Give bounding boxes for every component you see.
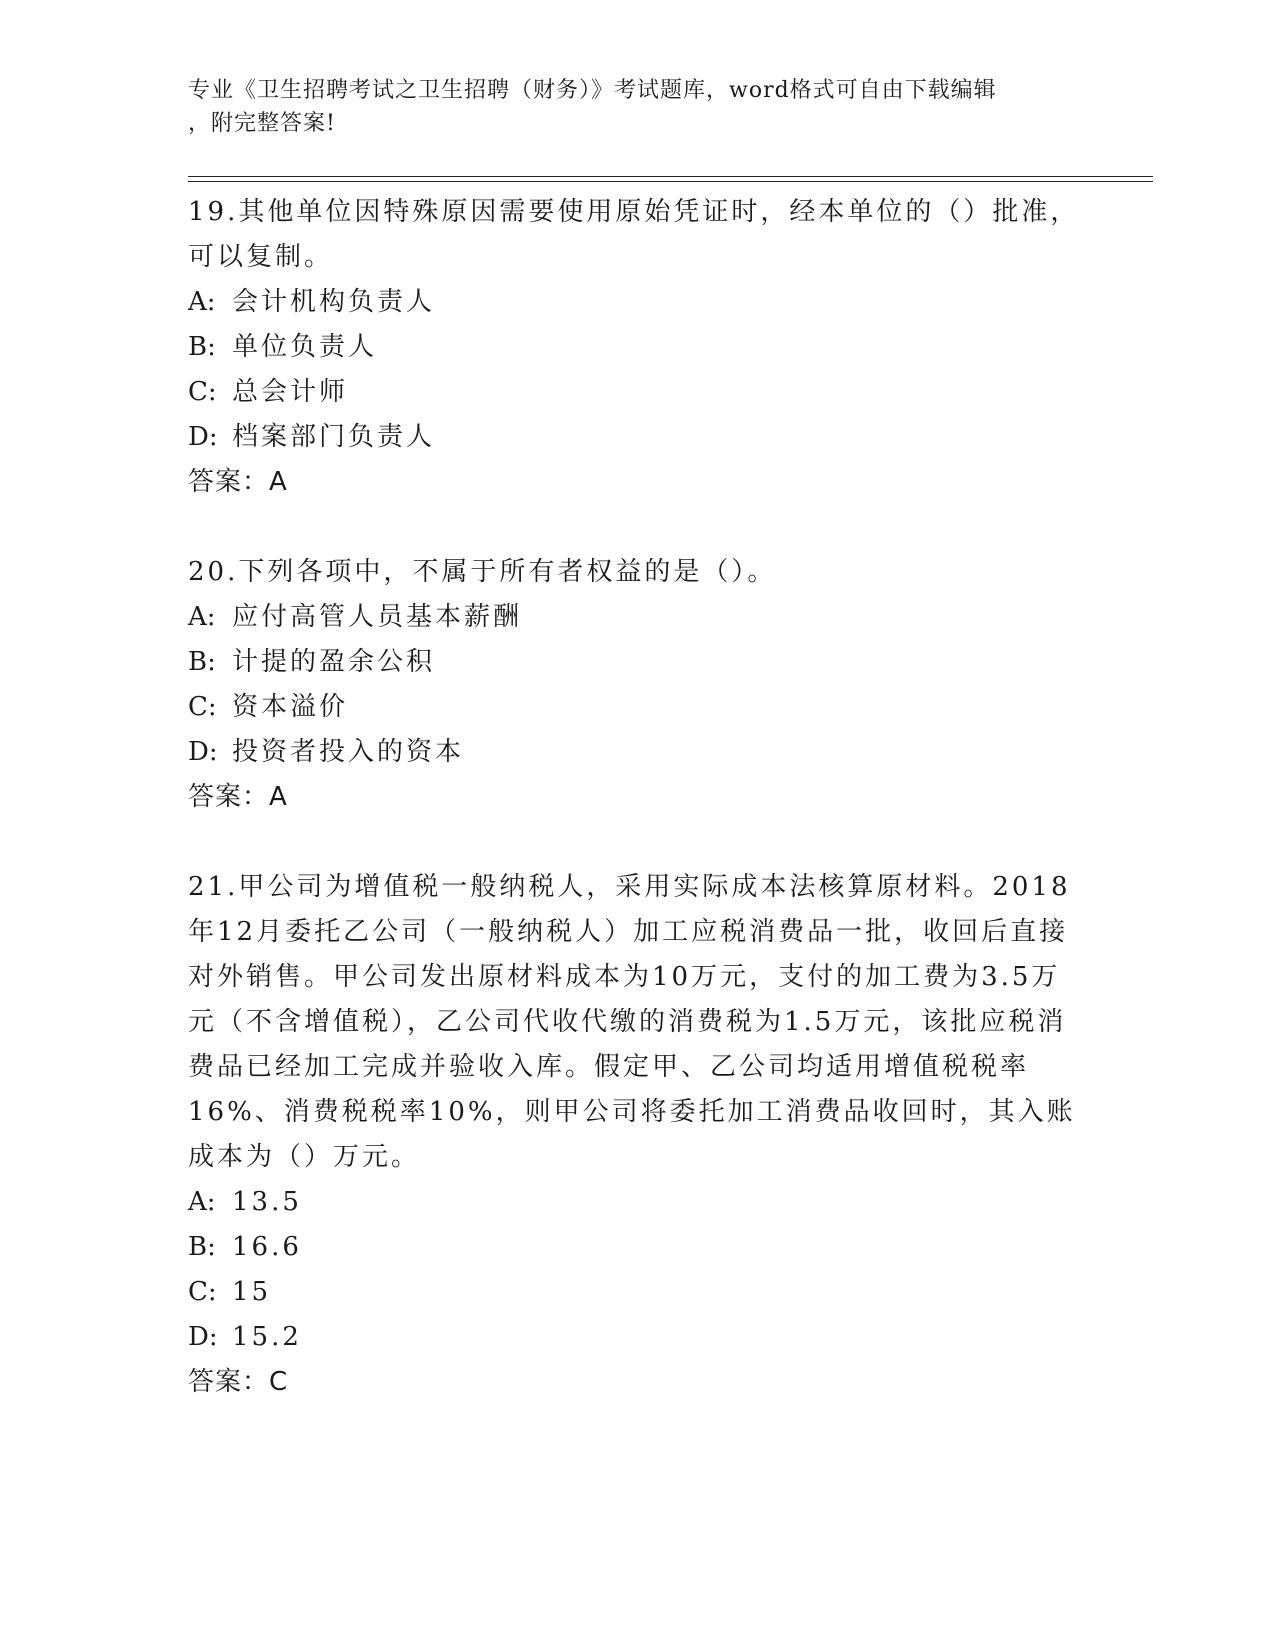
option-key: D: <box>188 1322 218 1352</box>
option-text: 计提的盈余公积 <box>232 647 436 677</box>
option-text: 档案部门负责人 <box>232 422 436 452</box>
option-key: B: <box>188 332 216 362</box>
option-a <box>188 595 1088 640</box>
option-a <box>188 1180 1088 1225</box>
option-text: 应付高管人员基本薪酬 <box>232 602 523 632</box>
option-text: 16.6 <box>232 1232 302 1262</box>
answer-label: 答案：A <box>188 782 288 812</box>
question-stem: 20.下列各项中，不属于所有者权益的是（）。 <box>188 557 777 587</box>
option-key: D: <box>188 737 218 767</box>
option-key: C: <box>188 692 217 722</box>
question-list <box>188 190 1088 1450</box>
question-21 <box>188 865 1088 1405</box>
question-stem: 21.甲公司为增值税一般纳税人，采用实际成本法核算原材料。2018年12月委托乙公司（一般纳税人）加工应税消费品一批，收回后直接对外销售。甲公司发出原材料成本为10万元，支付的加工费为3.5万元（不含增值税），乙公司代收代缴的消费税为1.5万元，该批应税消费品已经加工完成并验收入库。假定甲、乙公司均适用增值税税率16%、消费税税率10%，则甲公司将委托加工消费品收回时，其入账成本为（）万元。 <box>188 872 1076 1172</box>
option-d <box>188 415 1088 460</box>
option-d <box>188 730 1088 775</box>
question-19 <box>188 190 1088 505</box>
option-c <box>188 370 1088 415</box>
answer-label: 答案：A <box>188 467 288 497</box>
option-text: 13.5 <box>232 1187 302 1217</box>
option-text: 资本溢价 <box>232 692 349 722</box>
header-line-2: ，附完整答案! <box>188 111 336 136</box>
option-text: 投资者投入的资本 <box>232 737 465 767</box>
option-a <box>188 280 1088 325</box>
option-key: C: <box>188 377 217 407</box>
document-header <box>188 74 1068 140</box>
option-key: A: <box>188 287 216 317</box>
option-b <box>188 640 1088 685</box>
option-text: 15.2 <box>232 1322 302 1352</box>
option-c <box>188 1270 1088 1315</box>
option-key: B: <box>188 647 216 677</box>
option-b <box>188 325 1088 370</box>
option-key: D: <box>188 422 218 452</box>
option-b <box>188 1225 1088 1270</box>
option-key: B: <box>188 1232 216 1262</box>
option-text: 15 <box>232 1277 272 1307</box>
option-key: C: <box>188 1277 217 1307</box>
header-divider-top <box>188 176 1153 177</box>
option-key: A: <box>188 1187 216 1217</box>
option-text: 总会计师 <box>232 377 349 407</box>
option-text: 单位负责人 <box>232 332 378 362</box>
option-key: A: <box>188 602 216 632</box>
question-stem: 19.其他单位因特殊原因需要使用原始凭证时，经本单位的（）批准，可以复制。 <box>188 197 1080 272</box>
header-line-1: 专业《卫生招聘考试之卫生招聘（财务）》考试题库，word格式可自由下载编辑 <box>188 78 997 103</box>
option-c <box>188 685 1088 730</box>
answer-label: 答案：C <box>188 1367 289 1397</box>
header-divider-bottom <box>188 181 1153 182</box>
option-d <box>188 1315 1088 1360</box>
option-text: 会计机构负责人 <box>232 287 436 317</box>
question-20 <box>188 550 1088 820</box>
